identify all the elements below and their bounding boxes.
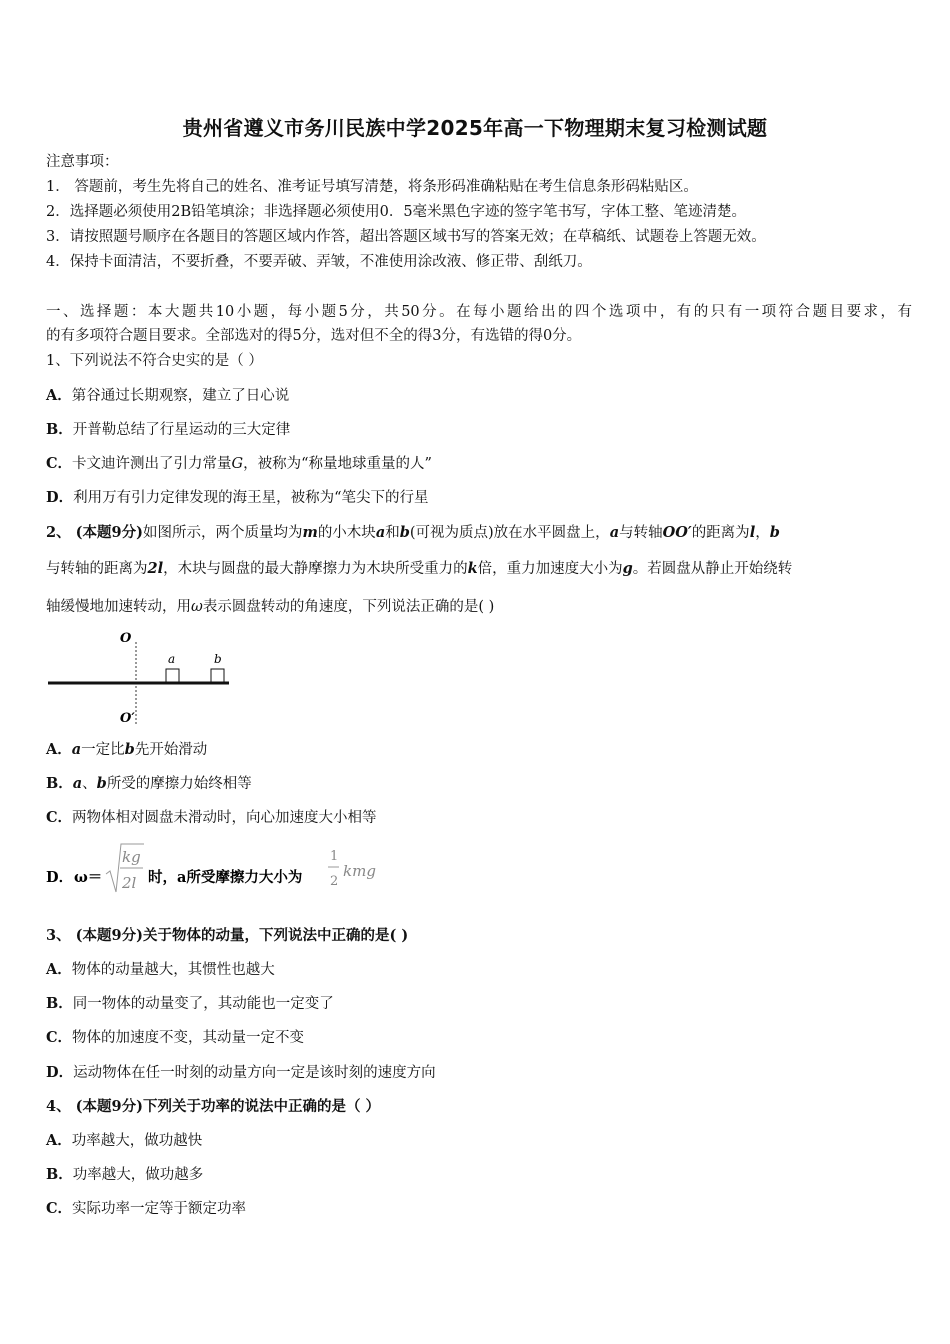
- label-o-top: O: [120, 631, 132, 646]
- var-g: G: [231, 456, 244, 472]
- option-label: A．: [46, 741, 72, 758]
- q1-option-c: [46, 452, 912, 476]
- var-omega: ω: [191, 599, 203, 615]
- q1-stem: 1、下列说法不符合史实的是（ ）: [46, 353, 263, 369]
- var-axis: OO′: [662, 524, 692, 541]
- option-label: A．: [46, 387, 72, 404]
- option-text: 同一物体的动量变了，其动能也一定变了: [72, 996, 334, 1012]
- var-a: a: [71, 741, 82, 758]
- notice-item-1: 1． 答题前，考生先将自己的姓名、准考证号填写清楚，将条形码准确粘贴在考生信息条形码粘贴区。: [46, 179, 698, 195]
- option-label: D．: [46, 1064, 74, 1081]
- q4-option-a: [46, 1129, 912, 1153]
- notice-item-2: 2．选择题必须使用2B铅笔填涂；非选择题必须使用0．5毫米黑色字迹的签字笔书写，字体工整、笔迹清楚。: [46, 204, 747, 220]
- sqrt-denominator: 2l: [122, 874, 137, 892]
- option-text: 时，a所受摩擦力大小为: [148, 869, 303, 886]
- q2-stem-line3: [46, 595, 912, 619]
- var-2l: 2l: [147, 560, 164, 577]
- q3-option-c: [46, 1026, 912, 1050]
- option-label: B．: [46, 421, 73, 438]
- q4-stem: [46, 1095, 912, 1119]
- q2-option-c: [46, 806, 912, 830]
- q2-text: 。若圆盘从静止开始绕转: [632, 561, 793, 577]
- q4-option-c: [46, 1197, 912, 1221]
- label-block-a: a: [168, 652, 176, 666]
- option-text: 功率越大，做功越多: [72, 1167, 204, 1183]
- option-text: 物体的加速度不变，其动量一定不变: [72, 1030, 305, 1046]
- q3-option-b: [46, 992, 912, 1016]
- q2-text: 与转轴的距离为: [46, 561, 148, 577]
- label-o-bottom: O′: [120, 711, 135, 726]
- q2-text: 如图所示，两个质量均为: [142, 525, 303, 541]
- q4-number: 4、: [46, 1098, 71, 1115]
- option-text: 一定比: [81, 742, 125, 758]
- option-label: C．: [46, 1029, 73, 1046]
- q2-option-b: [46, 772, 912, 796]
- q4-text: (本题9分)下列关于功率的说法中正确的是（ ）: [70, 1098, 380, 1115]
- block-b: [211, 669, 224, 682]
- section-intro-line1: 一、选择题：本大题共10小题，每小题5分，共50分。在每小题给出的四个选项中，有的只有一项符合题目要求，有: [46, 304, 912, 320]
- notice-heading: 注意事项：: [46, 154, 119, 170]
- var-m: m: [302, 524, 318, 541]
- q1-option-b: [46, 418, 912, 442]
- option-label: B．: [46, 775, 73, 792]
- option-label: B．: [46, 995, 73, 1012]
- q2-text: 的距离为: [691, 525, 750, 541]
- kmg: kmg: [343, 862, 376, 880]
- option-text: 两物体相对圆盘未滑动时，向心加速度大小相等: [72, 810, 377, 826]
- label-block-b: b: [214, 652, 222, 666]
- option-text: ，被称为“称量地球重量的人”: [243, 456, 432, 472]
- option-text: 先开始滑动: [134, 742, 208, 758]
- q2-stem-line1: [46, 521, 912, 545]
- block-a: [166, 669, 179, 682]
- q3-option-d: [46, 1061, 912, 1085]
- q2-text: 与转轴: [619, 525, 663, 541]
- var-l: l: [749, 524, 756, 541]
- notice-item-4: 4．保持卡面清洁，不要折叠，不要弄破、弄皱，不准使用涂改液、修正带、刮纸刀。: [46, 254, 592, 270]
- q4-option-b: [46, 1163, 912, 1187]
- option-text: 功率越大，做功越快: [71, 1133, 203, 1149]
- option-label: D．: [46, 489, 74, 506]
- q2-text: 的小木块: [317, 525, 376, 541]
- var-b: b: [124, 741, 135, 758]
- q2-stem-line2: [46, 557, 912, 581]
- q3-text: (本题9分)关于物体的动量，下列说法中正确的是( ): [70, 927, 409, 944]
- q2-option-a: [46, 738, 912, 762]
- option-text: 第谷通过长期观察，建立了日心说: [71, 388, 290, 404]
- option-label: A．: [46, 961, 72, 978]
- option-label: B．: [46, 1166, 73, 1183]
- q2-text: ，木块与圆盘的最大静摩擦力为木块所受重力的: [163, 561, 468, 577]
- option-text: 所受的摩擦力始终相等: [106, 776, 252, 792]
- q3-option-a: [46, 958, 912, 982]
- q2-text: ，: [755, 525, 770, 541]
- option-text: 卡文迪许测出了引力常量: [72, 456, 232, 472]
- option-text: 利用万有引力定律发现的海王星，被称为“笔尖下的行星: [73, 490, 429, 506]
- var-a: a: [609, 524, 620, 541]
- section-intro-line2: 的有多项符合题目要求。全部选对的得5分，选对但不全的得3分，有选错的得0分。: [46, 328, 582, 344]
- q2-text: 轴缓慢地加速转动，用: [46, 599, 191, 615]
- q2-number: 2、: [46, 524, 71, 541]
- sqrt-numerator: kg: [122, 848, 141, 866]
- notice-item-3: 3．请按照题号顺序在各题目的答题区域内作答，超出答题区域书写的答案无效；在草稿纸、试题卷上答题无效。: [46, 229, 766, 245]
- q2-score: (本题9分): [75, 524, 143, 541]
- option-label: C．: [46, 1200, 73, 1217]
- option-text: 运动物体在任一时刻的动量方向一定是该时刻的速度方向: [73, 1065, 436, 1081]
- omega-equals: ω＝: [74, 869, 103, 886]
- option-label: D．: [46, 869, 74, 886]
- var-b: b: [399, 524, 410, 541]
- var-b: b: [769, 524, 780, 541]
- q2-text: 倍，重力加速度大小为: [477, 561, 623, 577]
- half-denominator: 2: [330, 874, 339, 889]
- option-text: 物体的动量越大，其惯性也越大: [71, 962, 275, 978]
- q3-number: 3、: [46, 927, 71, 944]
- option-text: 开普勒总结了行星运动的三大定律: [72, 422, 291, 438]
- q2-option-d-formula: [46, 840, 646, 896]
- page-title: 贵州省遵义市务川民族中学2025年高一下物理期末复习检测试题: [182, 116, 768, 140]
- var-g: g: [622, 560, 633, 577]
- q2-text: 和: [385, 525, 400, 541]
- q1-option-d: [46, 486, 912, 510]
- option-text: 实际功率一定等于额定功率: [72, 1201, 247, 1217]
- var-a: a: [72, 775, 83, 792]
- option-label: C．: [46, 455, 73, 472]
- q2-option-d: [46, 840, 646, 896]
- q2-figure: [46, 628, 246, 728]
- var-b: b: [96, 775, 107, 792]
- option-text: 、: [82, 776, 97, 792]
- q3-stem: [46, 924, 912, 948]
- q2-text: (可视为质点)放在水平圆盘上，: [409, 525, 610, 541]
- half-numerator: 1: [330, 849, 339, 864]
- var-a: a: [375, 524, 386, 541]
- option-label: C．: [46, 809, 73, 826]
- q2-text: 表示圆盘转动的角速度，下列说法正确的是( ): [202, 599, 495, 615]
- var-k: k: [467, 560, 478, 577]
- option-label: A．: [46, 1132, 72, 1149]
- q1-option-a: [46, 384, 912, 408]
